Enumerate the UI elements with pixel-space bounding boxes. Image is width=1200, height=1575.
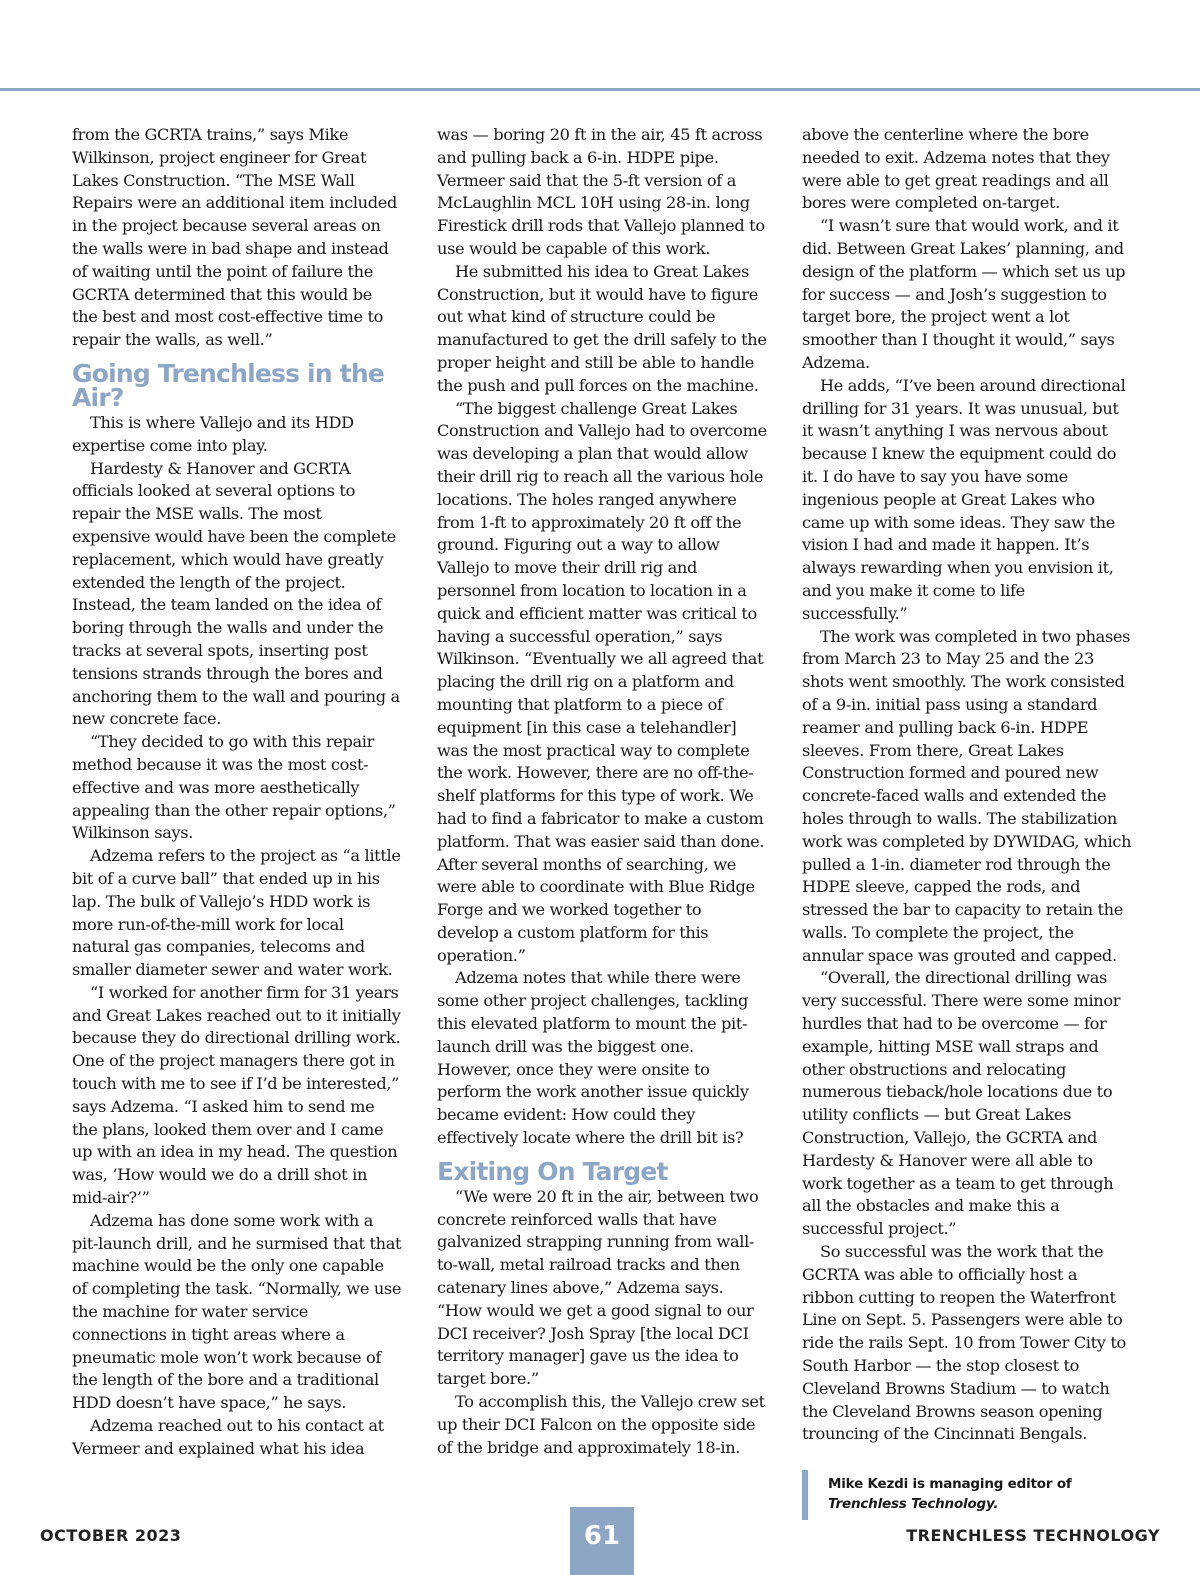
article-paragraph: “They decided to go with this repair method because it was the most cost-effective and was more aesthetically appealing than the other repair options,” Wilkinson says. <box>72 732 396 843</box>
section-heading: Exiting On Target <box>437 1156 668 1186</box>
article-paragraph: “I wasn’t sure that would work, and it did. Between Great Lakes’ planning, and design of the platform — which set us up for success — and Josh’s suggestion to target bore, the project went a lot smoother than I thought it would,” says Adzema. <box>802 216 1126 372</box>
article-paragraph: was — boring 20 ft in the air, 45 ft across and pulling back a 6-in. HDPE pipe. Vermeer said that the 5-ft version of a McLaughlin MCL 10H using 28-in. long Firestick drill rods that Vallejo planned to use would be capable of this work. <box>437 125 765 258</box>
article-paragraph: Hardesty & Hanover and GCRTA officials looked at several options to repair the MSE walls. The most expensive would have been the complete replacement, which would have greatly extended the length of the project. Instead, the team landed on the idea of boring through the walls and under the tracks at several spots, inserting post tensions strands through the bores and anchoring them to the wall and pouring a new concrete face. <box>72 458 400 729</box>
article-paragraph: from the GCRTA trains,” says Mike Wilkinson, project engineer for Great Lakes Construction. “The MSE Wall Repairs were an additional item included in the project because several areas on the walls were in bad shape and instead of waiting until the point of failure the GCRTA determined that this would be the best and most cost-effective time to repair the walls, as well.” <box>72 125 397 350</box>
article-paragraph: above the centerline where the bore needed to exit. Adzema notes that they were able to get great readings and all bores were completed on-target. <box>802 125 1110 213</box>
article-paragraph: Adzema has done some work with a pit-launch drill, and he surmised that that machine would be the only one capable of completing the task. “Normally, we use the machine for water service connections in tight areas where a pneumatic mole won’t work because of the length of the bore and a traditional HDD doesn’t have space,” he says. <box>72 1210 402 1413</box>
article-paragraph: This is where Vallejo and its HDD expertise come into play. <box>72 412 354 455</box>
article-column-3-body <box>802 124 1132 1446</box>
article-paragraph: “I worked for another firm for 31 years and Great Lakes reached out to it initially because they do directional drilling work. One of the project managers there got in touch with me to see if I’d be interested,” says Adzema. “I asked him to send me the plans, looked them over and I came up with an idea in my head. The question was, ‘How would we do a drill shot in mid-air?’” <box>72 982 401 1208</box>
article-paragraph: Adzema reached out to his contact at Vermeer and explained what his idea <box>72 1416 384 1458</box>
article-column-2 <box>437 124 767 1459</box>
article-paragraph: He adds, “I’ve been around directional drilling for 31 years. It was unusual, but it wasn’t anything I was nervous about because I knew the equipment could do it. I do have to say you have some ingenious people at Great Lakes who came up with some ideas. They saw the vision I had and made it happen. It’s always rewarding when you envision it, and you make it come to life successfully.” <box>802 375 1126 623</box>
article-paragraph: He submitted his idea to Great Lakes Construction, but it would have to figure out what kind of structure could be manufactured to get the drill safely to the proper height and still be able to handle the push and pull forces on the machine. <box>437 261 767 395</box>
author-bio-publication: Trenchless Technology. <box>828 1496 999 1513</box>
article-paragraph: The work was completed in two phases from March 23 to May 25 and the 23 shots went smoothly. The work consisted of a 9-in. initial pass using a standard reamer and pulling back 6-in. HDPE sleeves. From there, Great Lakes Construction formed and poured new concrete-faced walls and extended the holes through to walls. The stabilization work was completed by DYWIDAG, which pulled a 1-in. diameter rod through the HDPE sleeve, capped the rods, and stressed the bar to capacity to retain the walls. To complete the project, the annular space was grouted and capped. <box>802 626 1132 965</box>
section-heading: Going Trenchless in the Air? <box>72 358 385 412</box>
article-column-1 <box>72 124 402 1461</box>
header-rule <box>0 88 1200 91</box>
footer-publication: TRENCHLESS TECHNOLOGY <box>906 1526 1160 1545</box>
article-paragraph: “The biggest challenge Great Lakes Construction and Vallejo had to overcome was developing a plan that would allow their drill rig to reach all the various hole locations. The holes ranged anywhere from 1-ft to approximately 20 ft off the ground. Figuring out a way to allow Vallejo to move their drill rig and personnel from location to location in a quick and efficient matter was critical to having a successful operation,” says Wilkinson. “Eventually we all agreed that placing the drill rig on a platform and mounting that platform to a piece of equipment [in this case a telehandler] was the most practical way to complete the work. However, there are no off-the-shelf platforms for this type of work. We had to find a fabricator to make a custom platform. That was easier said than done. After several months of searching, we were able to coordinate with Blue Ridge Forge and we worked together to develop a custom platform for this operation.” <box>437 398 767 965</box>
page-number: 61 <box>570 1507 634 1575</box>
article-paragraph: “Overall, the directional drilling was very successful. There were some minor hurdles that had to be overcome — for example, hitting MSE wall straps and other obstructions and relocating numerous tieback/hole locations due to utility conflicts — but Great Lakes Construction, Vallejo, the GCRTA and Hardesty & Hanover were all able to work together as a team to get through all the obstacles and make this a successful project.” <box>802 968 1121 1239</box>
article-paragraph: So successful was the work that the GCRTA was able to officially host a ribbon cutting to reopen the Waterfront Line on Sept. 5. Passengers were able to ride the rails Sept. 10 from Tower City to South Harbor — the stop closest to Cleveland Browns Stadium — to watch the Cleveland Browns season opening trouncing of the Cincinnati Bengals. <box>802 1242 1126 1444</box>
footer-date: OCTOBER 2023 <box>40 1526 182 1545</box>
author-bio-text: Mike Kezdi is managing editor of <box>828 1476 1072 1493</box>
article-paragraph: Adzema notes that while there were some other project challenges, tackling this elevated platform to mount the pit-launch drill was the biggest one. However, once they were onsite to perform the work another issue quickly became evident: How could they effectively locate where the drill bit is? <box>437 968 749 1148</box>
article-paragraph: To accomplish this, the Vallejo crew set up their DCI Falcon on the opposite side of the bridge and approximately 18-in. <box>437 1392 765 1457</box>
article-paragraph: Adzema refers to the project as “a little bit of a curve ball” that ended up in his lap. The bulk of Vallejo’s HDD work is more run-of-the-mill work for local natural gas companies, telecoms and smaller diameter sewer and water work. <box>72 846 401 980</box>
author-bio <box>802 1470 1132 1520</box>
article-paragraph: “We were 20 ft in the air, between two concrete reinforced walls that have galvanized strapping running from wall-to-wall, metal railroad tracks and then catenary lines above,” Adzema says. “How would we get a good signal to our DCI receiver? Josh Spray [the local DCI territory manager] gave us the idea to target bore.” <box>437 1186 759 1389</box>
article-column-3 <box>802 124 1132 1520</box>
